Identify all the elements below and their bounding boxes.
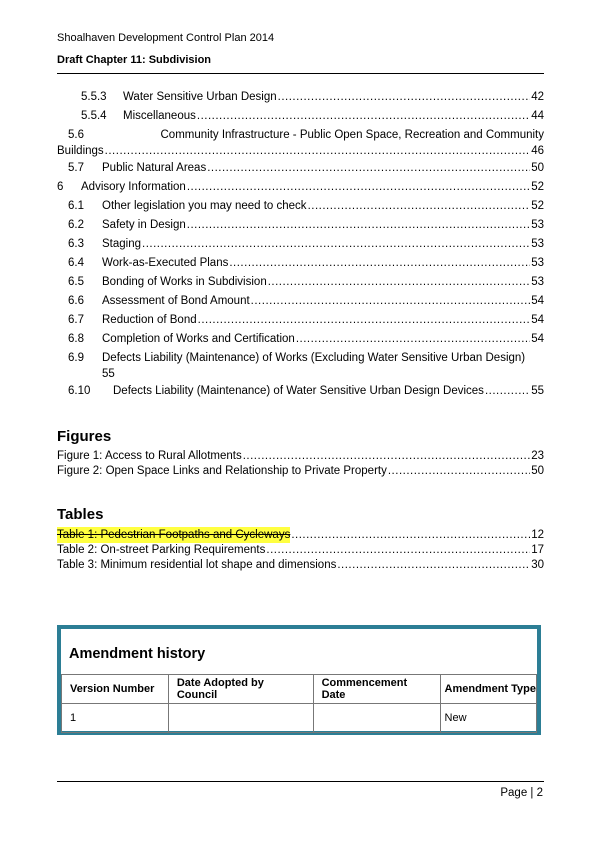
table-title-struck-highlighted: Table 1: Pedestrian Footpaths and Cycleways xyxy=(57,529,291,541)
figure-title: Figure 2: Open Space Links and Relationship to Private Property xyxy=(57,465,387,477)
toc-entry-5-5-3[interactable] xyxy=(57,89,544,105)
toc-entry-5-7[interactable] xyxy=(57,160,544,176)
toc-entry-5-6[interactable] xyxy=(57,127,544,161)
toc-entry-6-6[interactable] xyxy=(57,293,544,309)
toc-title: Community Infrastructure - Public Open Space, Recreation and Community xyxy=(160,129,544,141)
amendment-history-box xyxy=(57,625,541,735)
figure-page: 23 xyxy=(531,450,544,462)
toc-page: 55 xyxy=(531,385,544,397)
table-entry-3[interactable] xyxy=(57,557,544,573)
table-page: 12 xyxy=(531,529,544,541)
toc-entry-6-10[interactable] xyxy=(57,383,544,399)
col-commencement-date: Commencement Date xyxy=(313,675,440,704)
toc-page: 52 xyxy=(531,181,544,193)
toc-title: Reduction of Bond xyxy=(102,314,197,326)
toc-page: 53 xyxy=(531,257,544,269)
toc-entry-6-7[interactable] xyxy=(57,312,544,328)
toc-page: 42 xyxy=(531,91,544,103)
toc-title: Work-as-Executed Plans xyxy=(102,257,229,269)
toc-entry-6-5[interactable] xyxy=(57,274,544,290)
toc-number: 5.7 xyxy=(68,162,84,174)
toc-entry-6-9[interactable] xyxy=(57,350,544,384)
table-header-row xyxy=(62,675,537,704)
toc-number: 6.6 xyxy=(68,295,84,307)
toc-entry-6-3[interactable] xyxy=(57,236,544,252)
toc-title: Defects Liability (Maintenance) of Works (Excluding Water Sensitive Urban Design) xyxy=(102,352,526,364)
toc-page: 54 xyxy=(531,295,544,307)
toc-entry-6-1[interactable] xyxy=(57,198,544,214)
amendment-history-title: Amendment history xyxy=(69,646,206,662)
toc-entry-6[interactable] xyxy=(57,179,544,195)
toc-entry-6-2[interactable] xyxy=(57,217,544,233)
toc-title: Assessment of Bond Amount xyxy=(102,295,250,307)
cell-commencement xyxy=(313,704,440,733)
toc-number: 6.1 xyxy=(68,200,84,212)
toc-page: 53 xyxy=(531,276,544,288)
amendment-history-table xyxy=(61,674,537,733)
toc-number: 5.6 xyxy=(68,129,84,141)
toc-entry-5-5-4[interactable] xyxy=(57,108,544,124)
toc-title: Other legislation you may need to check xyxy=(102,200,307,212)
toc-entry-6-4[interactable] xyxy=(57,255,544,271)
figure-entry-2[interactable] xyxy=(57,463,544,479)
table-title: Table 2: On-street Parking Requirements xyxy=(57,544,266,556)
footer-divider xyxy=(57,781,544,782)
toc-title: Advisory Information xyxy=(81,181,186,193)
header-divider xyxy=(57,73,544,74)
toc-number: 6.5 xyxy=(68,276,84,288)
col-version-number: Version Number xyxy=(62,675,169,704)
toc-title: Staging xyxy=(102,238,142,250)
toc-page: 54 xyxy=(531,314,544,326)
col-date-adopted: Date Adopted by Council xyxy=(168,675,313,704)
toc-page: 54 xyxy=(531,333,544,345)
toc-number: 5.5.4 xyxy=(81,110,107,122)
toc-title: Safety in Design xyxy=(102,219,186,231)
toc-page: 46 xyxy=(531,145,544,157)
toc-title: Miscellaneous xyxy=(123,110,196,122)
table-entry-2[interactable] xyxy=(57,542,544,558)
col-amendment-type: Amendment Type xyxy=(440,675,536,704)
toc-page: 44 xyxy=(531,110,544,122)
toc-number: 6.10 xyxy=(68,385,91,397)
tables-heading: Tables xyxy=(57,506,104,523)
table-entry-1[interactable] xyxy=(57,527,544,543)
toc-title: Public Natural Areas xyxy=(102,162,207,174)
table-page: 17 xyxy=(531,544,544,556)
header-chapter: Draft Chapter 11: Subdivision xyxy=(57,54,212,66)
cell-date-adopted xyxy=(168,704,313,733)
toc-number: 6 xyxy=(57,181,64,193)
toc-number: 6.7 xyxy=(68,314,84,326)
cell-version: 1 xyxy=(62,704,169,733)
toc-page: 53 xyxy=(531,238,544,250)
toc-number: 6.8 xyxy=(68,333,84,345)
figures-heading: Figures xyxy=(57,428,112,445)
toc-entry-6-8[interactable] xyxy=(57,331,544,347)
toc-number: 6.3 xyxy=(68,238,84,250)
toc-page: 53 xyxy=(531,219,544,231)
figure-title: Figure 1: Access to Rural Allotments xyxy=(57,450,242,462)
header-title: Shoalhaven Development Control Plan 2014 xyxy=(57,32,275,44)
table-title: Table 3: Minimum residential lot shape and dimensions xyxy=(57,559,337,571)
toc-number: 6.2 xyxy=(68,219,84,231)
table-row xyxy=(62,704,537,733)
figure-page: 50 xyxy=(531,465,544,477)
toc-number: 5.5.3 xyxy=(81,91,107,103)
toc-title: Completion of Works and Certification xyxy=(102,333,295,345)
toc-page: 50 xyxy=(531,162,544,174)
toc-number: 6.9 xyxy=(68,352,84,364)
figure-entry-1[interactable] xyxy=(57,448,544,464)
table-page: 30 xyxy=(531,559,544,571)
page-number: Page | 2 xyxy=(500,787,543,799)
toc-title: Defects Liability (Maintenance) of Water Sensitive Urban Design Devices xyxy=(113,385,484,397)
cell-amendment-type: New xyxy=(440,704,536,733)
toc-title: Bonding of Works in Subdivision xyxy=(102,276,267,288)
toc-number: 6.4 xyxy=(68,257,84,269)
toc-page: 52 xyxy=(531,200,544,212)
toc-title-continued: Buildings xyxy=(57,145,104,157)
toc-title: Water Sensitive Urban Design xyxy=(123,91,277,103)
toc-page: 55 xyxy=(102,368,115,380)
